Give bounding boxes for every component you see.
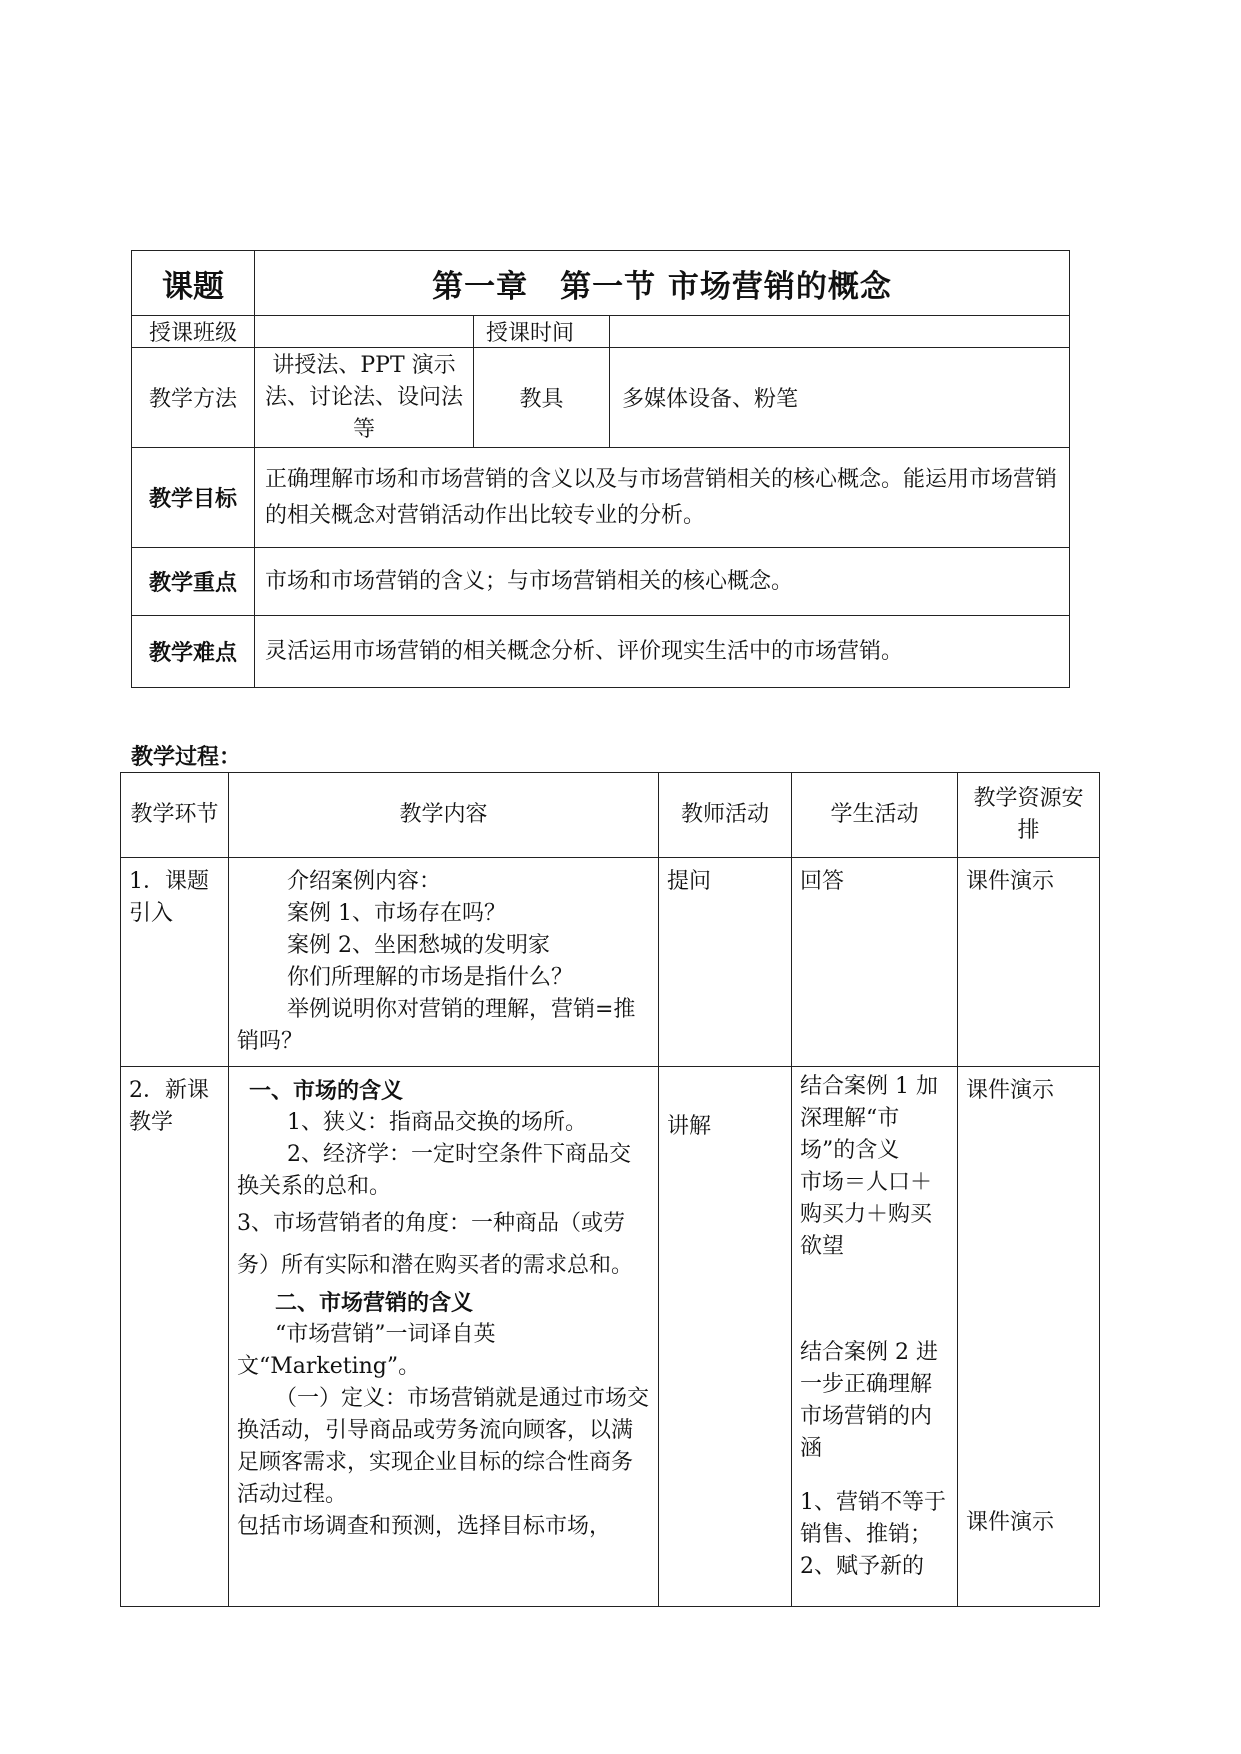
content-cell [229,1067,659,1607]
method-label: 教学方法 [132,348,255,448]
content-line: （一）定义：市场营销就是通过市场交换活动，引导商品或劳务流向顾客，以满足顾客需求，实现企业目标的综合性商务活动过程。 [237,1386,650,1507]
student-note: 1、营销不等于销售、推销； [800,1490,946,1547]
table-row [121,1067,1100,1607]
resource-cell: 课件演示 [958,858,1100,1067]
stage-cell: 1．课题引入 [121,858,229,1067]
time-value [610,316,1070,348]
resource-note: 课件演示 [966,1078,1055,1103]
content-line: 案例 1、市场存在吗？ [287,901,506,926]
tools-value: 多媒体设备、粉笔 [610,348,1070,448]
student-activity-cell: 回答 [792,858,958,1067]
content-line: 举例说明你对营销的理解，营销=推销吗？ [237,997,636,1054]
student-note: 结合案例 2 进一步正确理解市场营销的内涵 [800,1340,938,1461]
key-value: 市场和市场营销的含义；与市场营销相关的核心概念。 [255,548,1070,616]
content-cell [229,858,659,1067]
teacher-activity-cell: 提问 [659,858,792,1067]
goal-value: 正确理解市场和市场营销的含义以及与市场营销相关的核心概念。能运用市场营销的相关概念对营销活动作出比较专业的分析。 [255,448,1070,548]
col-header-resource: 教学资源安排 [958,773,1100,858]
stage-cell: 2．新课教学 [121,1067,229,1607]
tools-label: 教具 [474,348,610,448]
key-label: 教学重点 [132,548,255,616]
topic-label: 课题 [132,251,255,316]
topic-value: 第一章 第一节 市场营销的概念 [255,251,1070,316]
resource-note: 课件演示 [966,1510,1055,1535]
section-title: 一、市场的含义 [249,1078,404,1104]
difficulty-label: 教学难点 [132,616,255,688]
col-header-student: 学生活动 [792,773,958,858]
table-row [121,858,1100,1067]
lesson-info-table [131,250,1070,688]
resource-cell [958,1067,1100,1607]
class-label: 授课班级 [132,316,255,348]
teaching-process-table [120,772,1100,1607]
difficulty-value: 灵活运用市场营销的相关概念分析、评价现实生活中的市场营销。 [255,616,1070,688]
col-header-teacher: 教师活动 [659,773,792,858]
section-title: 二、市场营销的含义 [275,1290,474,1316]
class-value [255,316,474,348]
process-heading: 教学过程： [131,744,242,770]
student-activity-cell [792,1067,958,1607]
content-line: 2、经济学：一定时空条件下商品交换关系的总和。 [237,1142,631,1199]
goal-label: 教学目标 [132,448,255,548]
content-line: 包括市场调查和预测，选择目标市场， [237,1514,612,1539]
col-header-stage: 教学环节 [121,773,229,858]
content-line: 案例 2、坐困愁城的发明家 [287,933,550,958]
content-line: 1、狭义：指商品交换的场所。 [287,1110,587,1135]
time-label: 授课时间 [474,316,610,348]
student-note: 2、赋予新的 [800,1554,924,1579]
content-line: 介绍案例内容： [287,869,442,894]
student-note: 市场＝人口＋购买力＋购买欲望 [800,1170,933,1259]
content-line: 3、市场营销者的角度：一种商品（或劳务）所有实际和潜在购买者的需求总和。 [237,1211,634,1278]
student-note: 结合案例 1 加深理解“市场”的含义 [800,1074,938,1163]
content-line: “市场营销”一词译自英文“Marketing”。 [237,1322,496,1379]
content-line: 你们所理解的市场是指什么？ [287,965,574,990]
method-value: 讲授法、PPT 演示法、讨论法、设问法等 [255,348,474,448]
col-header-content: 教学内容 [229,773,659,858]
teacher-activity-cell: 讲解 [659,1067,792,1607]
